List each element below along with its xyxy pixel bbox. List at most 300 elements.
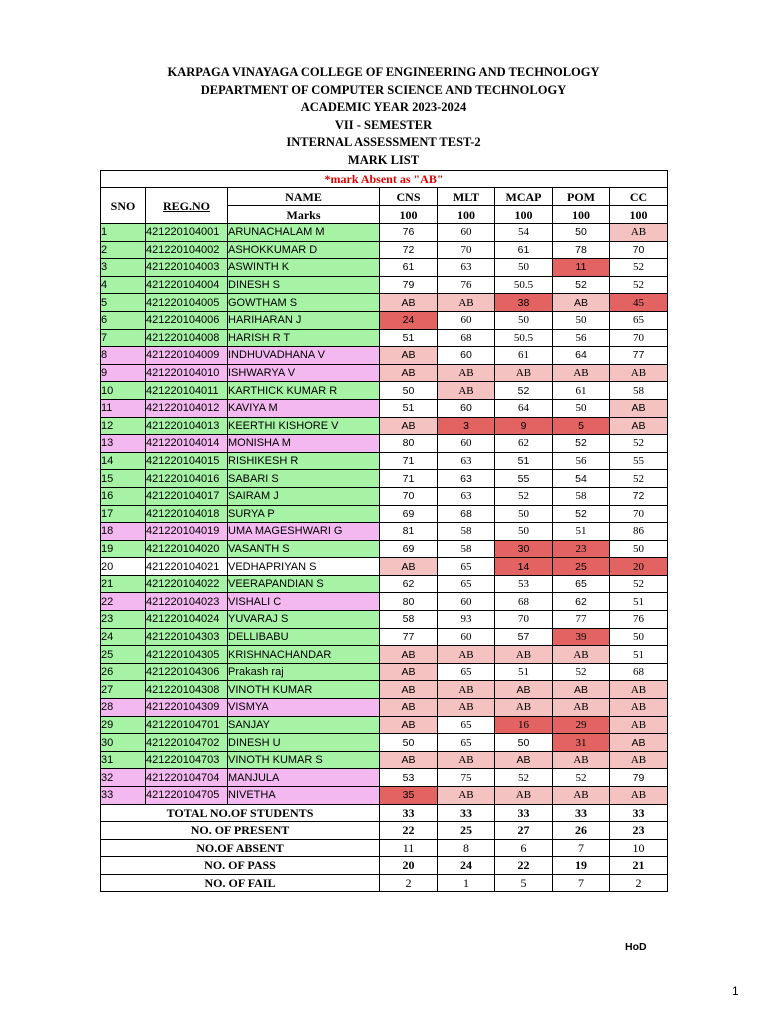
mark-cell: 51 xyxy=(610,593,668,611)
mark-cell: 63 xyxy=(438,452,495,470)
mark-cell: AB xyxy=(553,646,610,664)
name-cell: NIVETHA xyxy=(228,787,380,805)
mark-cell: 65 xyxy=(610,311,668,329)
max-marks: 100 xyxy=(610,206,668,224)
mark-cell: AB xyxy=(380,364,438,382)
hod-signature: HoD xyxy=(625,941,647,953)
mark-cell: 61 xyxy=(495,241,553,259)
mark-cell: 60 xyxy=(438,435,495,453)
mark-cell: 52 xyxy=(610,259,668,277)
sno-cell: 23 xyxy=(101,611,146,629)
sno-cell: 27 xyxy=(101,681,146,699)
mark-cell: AB xyxy=(495,751,553,769)
mark-cell: 70 xyxy=(495,611,553,629)
subject-header: MCAP xyxy=(495,188,553,206)
mark-cell: 52 xyxy=(553,435,610,453)
table-row xyxy=(101,417,668,435)
sno-cell: 25 xyxy=(101,646,146,664)
mark-cell: 31 xyxy=(553,734,610,752)
mark-cell: AB xyxy=(380,294,438,312)
mark-cell: 60 xyxy=(438,628,495,646)
sno-cell: 7 xyxy=(101,329,146,347)
mark-cell: AB xyxy=(380,699,438,717)
mark-cell: 20 xyxy=(610,558,668,576)
name-cell: INDHUVADHANA V xyxy=(228,347,380,365)
mark-cell: 65 xyxy=(438,716,495,734)
mark-cell: 70 xyxy=(380,487,438,505)
sno-cell: 29 xyxy=(101,716,146,734)
regno-cell: 421220104011 xyxy=(146,382,228,400)
mark-cell: AB xyxy=(553,787,610,805)
sno-cell: 24 xyxy=(101,628,146,646)
sno-cell: 16 xyxy=(101,487,146,505)
table-row xyxy=(101,769,668,787)
mark-cell: 79 xyxy=(380,276,438,294)
mark-cell: 51 xyxy=(495,663,553,681)
table-row xyxy=(101,523,668,541)
mark-cell: 63 xyxy=(438,470,495,488)
mark-cell: AB xyxy=(438,382,495,400)
name-cell: GOWTHAM S xyxy=(228,294,380,312)
mark-cell: 71 xyxy=(380,470,438,488)
summary-row xyxy=(101,804,668,822)
mark-cell: AB xyxy=(610,681,668,699)
name-cell: YUVARAJ S xyxy=(228,611,380,629)
table-row xyxy=(101,224,668,242)
table-row xyxy=(101,558,668,576)
sno-cell: 6 xyxy=(101,311,146,329)
mark-cell: 50 xyxy=(495,505,553,523)
mark-cell: 50 xyxy=(380,382,438,400)
mark-cell: 52 xyxy=(553,663,610,681)
summary-value: 10 xyxy=(610,839,668,857)
summary-value: 19 xyxy=(553,857,610,875)
regno-cell: 421220104016 xyxy=(146,470,228,488)
mark-cell: 55 xyxy=(610,452,668,470)
name-cell: ASHOKKUMAR D xyxy=(228,241,380,259)
mark-cell: AB xyxy=(495,787,553,805)
regno-cell: 421220104702 xyxy=(146,734,228,752)
mark-cell: AB xyxy=(438,294,495,312)
sno-cell: 2 xyxy=(101,241,146,259)
mark-cell: 50.5 xyxy=(495,276,553,294)
table-row xyxy=(101,470,668,488)
mark-cell: 60 xyxy=(438,311,495,329)
table-row xyxy=(101,663,668,681)
mark-cell: 50 xyxy=(610,628,668,646)
mark-cell: 14 xyxy=(495,558,553,576)
regno-cell: 421220104023 xyxy=(146,593,228,611)
name-cell: HARIHARAN J xyxy=(228,311,380,329)
mark-list-table xyxy=(100,170,668,892)
sno-cell: 5 xyxy=(101,294,146,312)
mark-cell: 62 xyxy=(380,575,438,593)
name-cell: SABARI S xyxy=(228,470,380,488)
table-row xyxy=(101,593,668,611)
regno-cell: 421220104004 xyxy=(146,276,228,294)
page-number: 1 xyxy=(732,984,739,998)
table-row xyxy=(101,452,668,470)
mark-cell: AB xyxy=(610,399,668,417)
mark-cell: 50 xyxy=(380,734,438,752)
sno-cell: 3 xyxy=(101,259,146,277)
mark-cell: 76 xyxy=(610,611,668,629)
table-row xyxy=(101,364,668,382)
name-cell: VASANTH S xyxy=(228,540,380,558)
name-cell: SAIRAM J xyxy=(228,487,380,505)
regno-cell: 421220104022 xyxy=(146,575,228,593)
table-row xyxy=(101,681,668,699)
mark-cell: AB xyxy=(610,716,668,734)
sno-cell: 11 xyxy=(101,399,146,417)
mark-cell: 51 xyxy=(380,329,438,347)
summary-value: 5 xyxy=(495,874,553,892)
name-header: NAME xyxy=(228,188,380,206)
mark-cell: AB xyxy=(610,699,668,717)
mark-cell: 65 xyxy=(438,558,495,576)
mark-cell: 62 xyxy=(553,593,610,611)
sno-cell: 8 xyxy=(101,347,146,365)
regno-cell: 421220104705 xyxy=(146,787,228,805)
regno-header xyxy=(146,188,228,224)
summary-label: NO. OF PRESENT xyxy=(101,822,380,840)
summary-value: 33 xyxy=(553,804,610,822)
summary-value: 23 xyxy=(610,822,668,840)
subject-header: MLT xyxy=(438,188,495,206)
mark-cell: AB xyxy=(495,646,553,664)
mark-cell: 52 xyxy=(553,769,610,787)
subject-header: POM xyxy=(553,188,610,206)
mark-cell: 70 xyxy=(438,241,495,259)
mark-cell: 69 xyxy=(380,540,438,558)
mark-cell: 80 xyxy=(380,593,438,611)
mark-cell: 70 xyxy=(610,505,668,523)
regno-cell: 421220104305 xyxy=(146,646,228,664)
name-cell: ASWINTH K xyxy=(228,259,380,277)
mark-cell: 62 xyxy=(495,435,553,453)
summary-value: 33 xyxy=(438,804,495,822)
regno-cell: 421220104014 xyxy=(146,435,228,453)
mark-cell: 65 xyxy=(553,575,610,593)
list-title: MARK LIST xyxy=(347,152,420,167)
sno-header: SNO xyxy=(101,188,146,224)
regno-cell: 421220104015 xyxy=(146,452,228,470)
semester: VII - SEMESTER xyxy=(334,117,433,132)
mark-cell: 68 xyxy=(610,663,668,681)
summary-value: 24 xyxy=(438,857,495,875)
name-cell: VISMYA xyxy=(228,699,380,717)
sno-cell: 19 xyxy=(101,540,146,558)
name-cell: KAVIYA M xyxy=(228,399,380,417)
mark-cell: 63 xyxy=(438,259,495,277)
name-cell: ARUNACHALAM M xyxy=(228,224,380,242)
regno-cell: 421220104704 xyxy=(146,769,228,787)
mark-cell: 5 xyxy=(553,417,610,435)
mark-cell: AB xyxy=(553,751,610,769)
regno-cell: 421220104021 xyxy=(146,558,228,576)
table-row xyxy=(101,347,668,365)
mark-cell: 86 xyxy=(610,523,668,541)
sno-cell: 33 xyxy=(101,787,146,805)
regno-cell: 421220104018 xyxy=(146,505,228,523)
mark-cell: 58 xyxy=(553,487,610,505)
absent-note: *mark Absent as "AB" xyxy=(101,171,668,188)
mark-cell: 50 xyxy=(553,224,610,242)
mark-cell: 51 xyxy=(553,523,610,541)
mark-cell: 79 xyxy=(610,769,668,787)
sno-cell: 21 xyxy=(101,575,146,593)
mark-cell: AB xyxy=(380,347,438,365)
name-cell: Prakash raj xyxy=(228,663,380,681)
regno-cell: 421220104703 xyxy=(146,751,228,769)
name-cell: MANJULA xyxy=(228,769,380,787)
summary-value: 7 xyxy=(553,839,610,857)
regno-cell: 421220104024 xyxy=(146,611,228,629)
mark-cell: AB xyxy=(553,681,610,699)
name-cell: MONISHA M xyxy=(228,435,380,453)
mark-cell: AB xyxy=(610,224,668,242)
mark-cell: AB xyxy=(610,734,668,752)
document-header xyxy=(100,64,667,170)
summary-value: 33 xyxy=(495,804,553,822)
max-marks: 100 xyxy=(380,206,438,224)
mark-cell: 56 xyxy=(553,452,610,470)
mark-cell: 68 xyxy=(495,593,553,611)
mark-cell: 52 xyxy=(553,276,610,294)
mark-cell: 50 xyxy=(610,540,668,558)
mark-cell: 50 xyxy=(553,399,610,417)
mark-cell: 38 xyxy=(495,294,553,312)
mark-cell: 50 xyxy=(553,311,610,329)
summary-value: 33 xyxy=(380,804,438,822)
mark-cell: 68 xyxy=(438,329,495,347)
regno-cell: 421220104701 xyxy=(146,716,228,734)
mark-cell: AB xyxy=(553,699,610,717)
regno-cell: 421220104006 xyxy=(146,311,228,329)
summary-row xyxy=(101,822,668,840)
mark-cell: 29 xyxy=(553,716,610,734)
mark-cell: 51 xyxy=(495,452,553,470)
table-row xyxy=(101,259,668,277)
mark-cell: 65 xyxy=(438,663,495,681)
mark-cell: 51 xyxy=(380,399,438,417)
mark-cell: 65 xyxy=(438,575,495,593)
mark-cell: AB xyxy=(610,364,668,382)
mark-cell: 35 xyxy=(380,787,438,805)
name-cell: RISHIKESH R xyxy=(228,452,380,470)
sno-cell: 12 xyxy=(101,417,146,435)
summary-value: 33 xyxy=(610,804,668,822)
mark-cell: 50 xyxy=(495,311,553,329)
mark-cell: 77 xyxy=(380,628,438,646)
mark-cell: 57 xyxy=(495,628,553,646)
mark-cell: 25 xyxy=(553,558,610,576)
sno-cell: 20 xyxy=(101,558,146,576)
marks-header: Marks xyxy=(228,206,380,224)
mark-cell: 52 xyxy=(610,435,668,453)
mark-cell: 58 xyxy=(438,540,495,558)
table-row xyxy=(101,540,668,558)
regno-cell: 421220104003 xyxy=(146,259,228,277)
summary-rows xyxy=(101,804,668,892)
summary-value: 2 xyxy=(380,874,438,892)
regno-cell: 421220104002 xyxy=(146,241,228,259)
mark-cell: 30 xyxy=(495,540,553,558)
regno-cell: 421220104308 xyxy=(146,681,228,699)
mark-cell: 24 xyxy=(380,311,438,329)
mark-cell: AB xyxy=(380,558,438,576)
mark-cell: 76 xyxy=(438,276,495,294)
table-row xyxy=(101,311,668,329)
name-cell: VINOTH KUMAR xyxy=(228,681,380,699)
name-cell: VEDHAPRIYAN S xyxy=(228,558,380,576)
mark-cell: AB xyxy=(610,751,668,769)
regno-cell: 421220104009 xyxy=(146,347,228,365)
summary-value: 27 xyxy=(495,822,553,840)
mark-cell: 65 xyxy=(438,734,495,752)
test-name: INTERNAL ASSESSMENT TEST-2 xyxy=(286,135,481,150)
mark-cell: AB xyxy=(438,787,495,805)
summary-value: 8 xyxy=(438,839,495,857)
mark-cell: 72 xyxy=(380,241,438,259)
table-row xyxy=(101,699,668,717)
table-row xyxy=(101,575,668,593)
summary-value: 6 xyxy=(495,839,553,857)
name-cell: DINESH S xyxy=(228,276,380,294)
table-row xyxy=(101,399,668,417)
summary-value: 1 xyxy=(438,874,495,892)
mark-cell: 64 xyxy=(553,347,610,365)
mark-cell: AB xyxy=(380,681,438,699)
mark-cell: 53 xyxy=(495,575,553,593)
mark-cell: 81 xyxy=(380,523,438,541)
sno-cell: 26 xyxy=(101,663,146,681)
mark-cell: 23 xyxy=(553,540,610,558)
mark-cell: AB xyxy=(610,787,668,805)
summary-value: 11 xyxy=(380,839,438,857)
summary-value: 22 xyxy=(380,822,438,840)
mark-cell: 61 xyxy=(380,259,438,277)
mark-cell: 64 xyxy=(495,399,553,417)
mark-cell: 71 xyxy=(380,452,438,470)
table-row xyxy=(101,487,668,505)
subject-header: CNS xyxy=(380,188,438,206)
mark-cell: 93 xyxy=(438,611,495,629)
regno-cell: 421220104309 xyxy=(146,699,228,717)
summary-row xyxy=(101,839,668,857)
mark-cell: 70 xyxy=(610,329,668,347)
sno-cell: 28 xyxy=(101,699,146,717)
summary-value: 2 xyxy=(610,874,668,892)
mark-cell: AB xyxy=(553,294,610,312)
mark-cell: 50 xyxy=(495,734,553,752)
regno-cell: 421220104013 xyxy=(146,417,228,435)
mark-cell: 52 xyxy=(610,276,668,294)
mark-cell: AB xyxy=(553,364,610,382)
sno-cell: 9 xyxy=(101,364,146,382)
table-row xyxy=(101,382,668,400)
mark-cell: 58 xyxy=(610,382,668,400)
mark-cell: 69 xyxy=(380,505,438,523)
name-cell: DELLIBABU xyxy=(228,628,380,646)
table-row xyxy=(101,241,668,259)
table-row xyxy=(101,294,668,312)
regno-cell: 421220104303 xyxy=(146,628,228,646)
sno-cell: 10 xyxy=(101,382,146,400)
mark-cell: 52 xyxy=(610,575,668,593)
summary-value: 25 xyxy=(438,822,495,840)
mark-cell: 54 xyxy=(553,470,610,488)
mark-cell: 61 xyxy=(553,382,610,400)
mark-cell: 51 xyxy=(610,646,668,664)
table-row xyxy=(101,716,668,734)
sno-cell: 14 xyxy=(101,452,146,470)
name-cell: KRISHNACHANDAR xyxy=(228,646,380,664)
mark-cell: 80 xyxy=(380,435,438,453)
regno-cell: 421220104001 xyxy=(146,224,228,242)
sno-cell: 31 xyxy=(101,751,146,769)
sno-cell: 17 xyxy=(101,505,146,523)
name-cell: HARISH R T xyxy=(228,329,380,347)
name-cell: VEERAPANDIAN S xyxy=(228,575,380,593)
mark-cell: 3 xyxy=(438,417,495,435)
mark-cell: 54 xyxy=(495,224,553,242)
table-row xyxy=(101,329,668,347)
mark-cell: AB xyxy=(495,364,553,382)
academic-year: ACADEMIC YEAR 2023-2024 xyxy=(300,100,467,115)
summary-value: 26 xyxy=(553,822,610,840)
mark-cell: 60 xyxy=(438,224,495,242)
name-cell: VINOTH KUMAR S xyxy=(228,751,380,769)
mark-cell: 60 xyxy=(438,347,495,365)
summary-value: 22 xyxy=(495,857,553,875)
regno-cell: 421220104020 xyxy=(146,540,228,558)
mark-cell: AB xyxy=(380,663,438,681)
table-row xyxy=(101,435,668,453)
summary-label: NO. OF PASS xyxy=(101,857,380,875)
mark-cell: 39 xyxy=(553,628,610,646)
mark-cell: 45 xyxy=(610,294,668,312)
name-cell: SANJAY xyxy=(228,716,380,734)
mark-cell: AB xyxy=(380,751,438,769)
sno-cell: 4 xyxy=(101,276,146,294)
mark-cell: 11 xyxy=(553,259,610,277)
mark-cell: 60 xyxy=(438,399,495,417)
mark-cell: AB xyxy=(380,716,438,734)
mark-cell: 16 xyxy=(495,716,553,734)
student-rows xyxy=(101,224,668,805)
summary-label: NO.OF ABSENT xyxy=(101,839,380,857)
mark-cell: AB xyxy=(495,699,553,717)
mark-cell: AB xyxy=(495,681,553,699)
regno-cell: 421220104019 xyxy=(146,523,228,541)
mark-cell: AB xyxy=(438,364,495,382)
mark-cell: AB xyxy=(610,417,668,435)
table-row xyxy=(101,276,668,294)
mark-cell: AB xyxy=(380,646,438,664)
mark-cell: 52 xyxy=(553,505,610,523)
sno-cell: 22 xyxy=(101,593,146,611)
summary-value: 21 xyxy=(610,857,668,875)
name-cell: KARTHICK KUMAR R xyxy=(228,382,380,400)
regno-cell: 421220104306 xyxy=(146,663,228,681)
mark-cell: 75 xyxy=(438,769,495,787)
mark-cell: AB xyxy=(380,417,438,435)
sno-cell: 1 xyxy=(101,224,146,242)
regno-cell: 421220104012 xyxy=(146,399,228,417)
mark-cell: 77 xyxy=(610,347,668,365)
summary-value: 7 xyxy=(553,874,610,892)
